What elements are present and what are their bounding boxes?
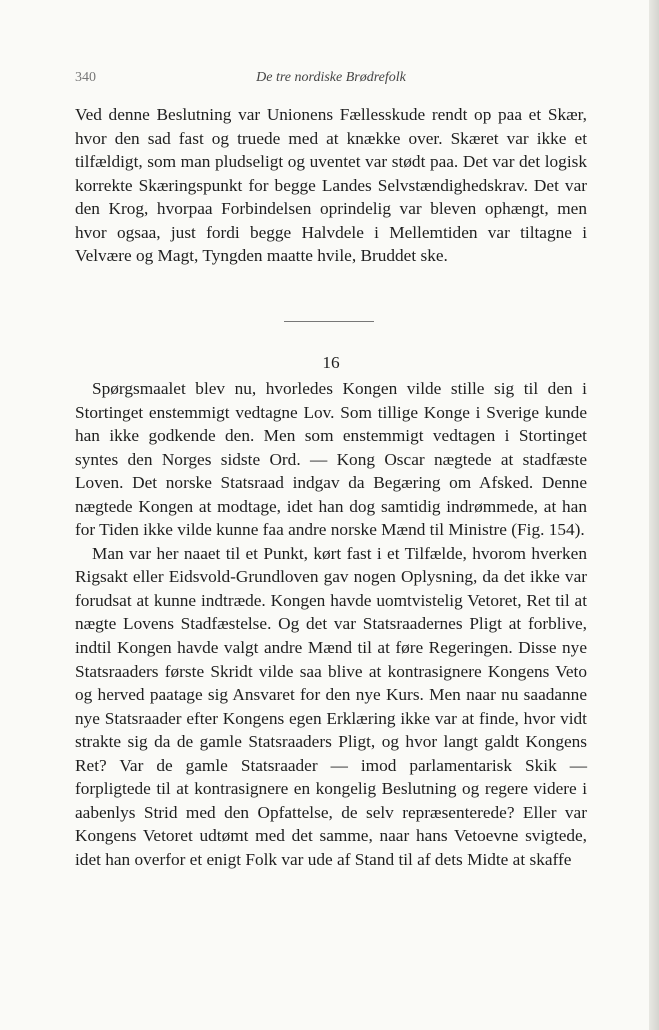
paragraph-3: Man var her naaet til et Punkt, kørt fast i et Tilfælde, hvorom hverken Rigsakt eller Eidsvold-Grundloven gav nogen Oplysning, da det ikke var forudsat at kunne indtræde. Kongen havde uomtvistelig Vetoret, Ret til at nægte Lovens Stadfæstelse. Og det var Statsraadernes Pligt at forblive, indtil Kongen havde valgt andre Mænd til at føre Regeringen. Disse nye Statsraaders første Skridt vilde saa blive at kontrasignere Kongens Veto og herved paatage sig Ansvaret for den nye Kurs. Men naar nu saadanne nye Statsraader efter Kongens egen Erklæring ikke var at finde, hvor vidt strakte sig da de gamle Statsraaders Pligt, og hvor langt galdt Kongens Ret? Var de gamle Statsraader — imod parlamentarisk Skik — forpligtede til at kontrasignere en kongelig Beslutning og regere videre i aabenlys Strid med den Opfattelse, de selv repræsenterede? Eller var Kongens Vetoret udtømt med det samme, naar hans Vetoevne svigtede, idet han overfor et enigt Folk var ude af Stand til af dets Midte at skaffe: [75, 543, 587, 869]
section-divider: [284, 321, 374, 322]
body-text-section-16: [75, 377, 587, 871]
paragraph-1: Ved denne Beslutning var Unionens Fællesskude rendt op paa et Skær, hvor den sad fast og truede med at knække over. Skæret var ikke et tilfældigt, som man pludseligt og uventet var stødt paa. Det var det logisk korrekte Skæringspunkt for begge Landes Selvstændighedskrav. Det var den Krog, hvorpaa Forbindelsen oprindelig var bleven ophængt, men hvor ogsaa, just fordi begge Halvdele i Mellemtiden var tiltagne i Velvære og Magt, Tyngden maatte hvile, Bruddet ske.: [75, 105, 587, 266]
page-header: [75, 70, 587, 90]
section-number: 16: [322, 353, 340, 372]
paragraph-2: Spørgsmaalet blev nu, hvorledes Kongen vilde stille sig til den i Stortinget enstemmigt vedtagne Lov. Som tillige Konge i Sverige kunde han ikke godkende den. Men som enstemmigt vedtagen i Stortinget syntes den Norges sidste Ord. — Kong Oscar nægtede at stadfæste Loven. Det norske Statsraad indgav da Begæring om Afsked. Denne nægtede Kongen at modtage, idet han dog samtidig indrømmede, at han for Tiden ikke vilde kunne faa andre norske Mænd til Ministre (Fig. 154).: [75, 379, 587, 540]
body-text-top: [75, 103, 587, 268]
page-number: 340: [75, 70, 96, 85]
running-title: De tre nordiske Brødrefolk: [256, 70, 406, 85]
page-edge-shadow: [649, 0, 659, 1030]
